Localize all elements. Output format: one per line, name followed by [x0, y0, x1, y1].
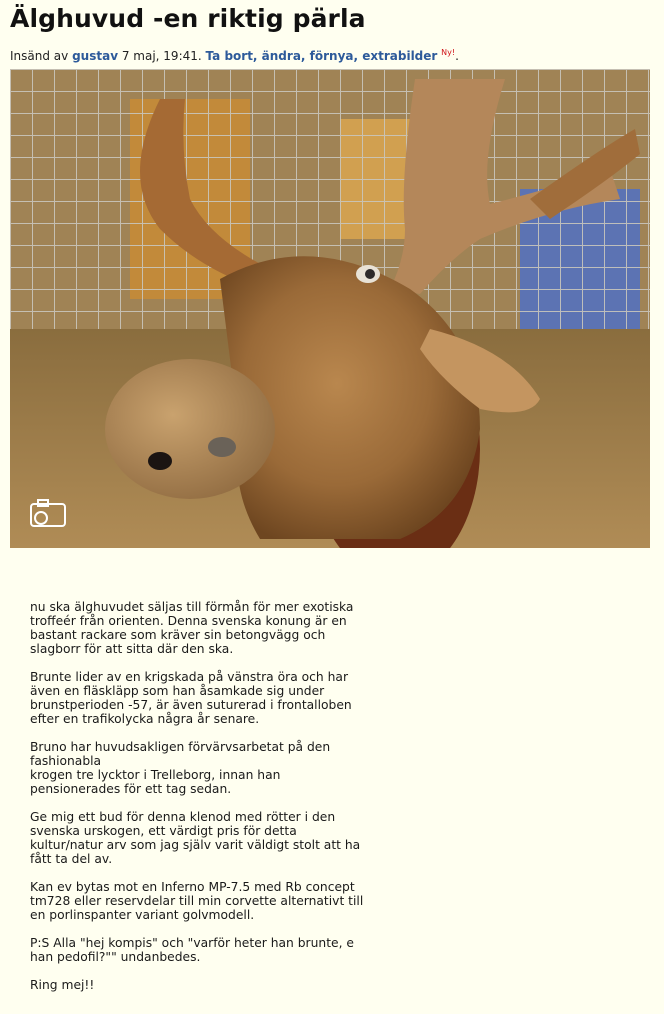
meta-prefix: Insänd av [10, 49, 69, 63]
post-paragraph: nu ska älghuvudet säljas till förmån för mer exotiska troffeér från orienten. Denna svenska konung är en bastant rackare som kräver sin betongvägg och slagborr för att sitta där den ska. [30, 600, 354, 656]
post-paragraph: Ge mig ett bud för denna klenod med rötter i den svenska urskogen, ett värdigt pris för detta kultur/natur arv som jag själv varit väldigt stolt att ha fått ta del av. [30, 810, 361, 866]
post-paragraph: Brunte lider av en krigskada på vänstra öra och har även en fläskläpp som han åsamkade sig under brunstperioden -57, är även suturerad i frontalloben efter en trafikolycka några år senare. [30, 670, 352, 726]
new-badge: Ny! [441, 48, 456, 57]
meta-suffix: . [455, 49, 459, 63]
post-paragraph: Ring mej!! [30, 978, 95, 992]
post-meta [10, 48, 459, 63]
post-paragraph: Bruno har huvudsakligen förvärvsarbetat på den fashionabla krogen tre lycktor i Trelleborg, innan han pensionerades för ett tag sedan. [30, 740, 331, 796]
post-date: 7 maj, 19:41. [121, 49, 202, 63]
photo-illustration [10, 69, 650, 548]
post-paragraph: Kan ev bytas mot en Inferno MP-7.5 med Rb concept tm728 eller reservdelar till min corvette alternativt till en porlinspanter variant golvmodell. [30, 880, 364, 922]
post-body [30, 600, 375, 1006]
author-link[interactable]: gustav [72, 49, 119, 63]
post-actions-link[interactable]: Ta bort, ändra, förnya, extrabilder [205, 49, 438, 63]
post-paragraph: P:S Alla "hej kompis" och "varför heter han brunte, e han pedofil?"" undanbedes. [30, 936, 354, 964]
moose-head-photo[interactable] [10, 69, 650, 548]
post-title: Älghuvud -en riktig pärla [10, 4, 366, 33]
